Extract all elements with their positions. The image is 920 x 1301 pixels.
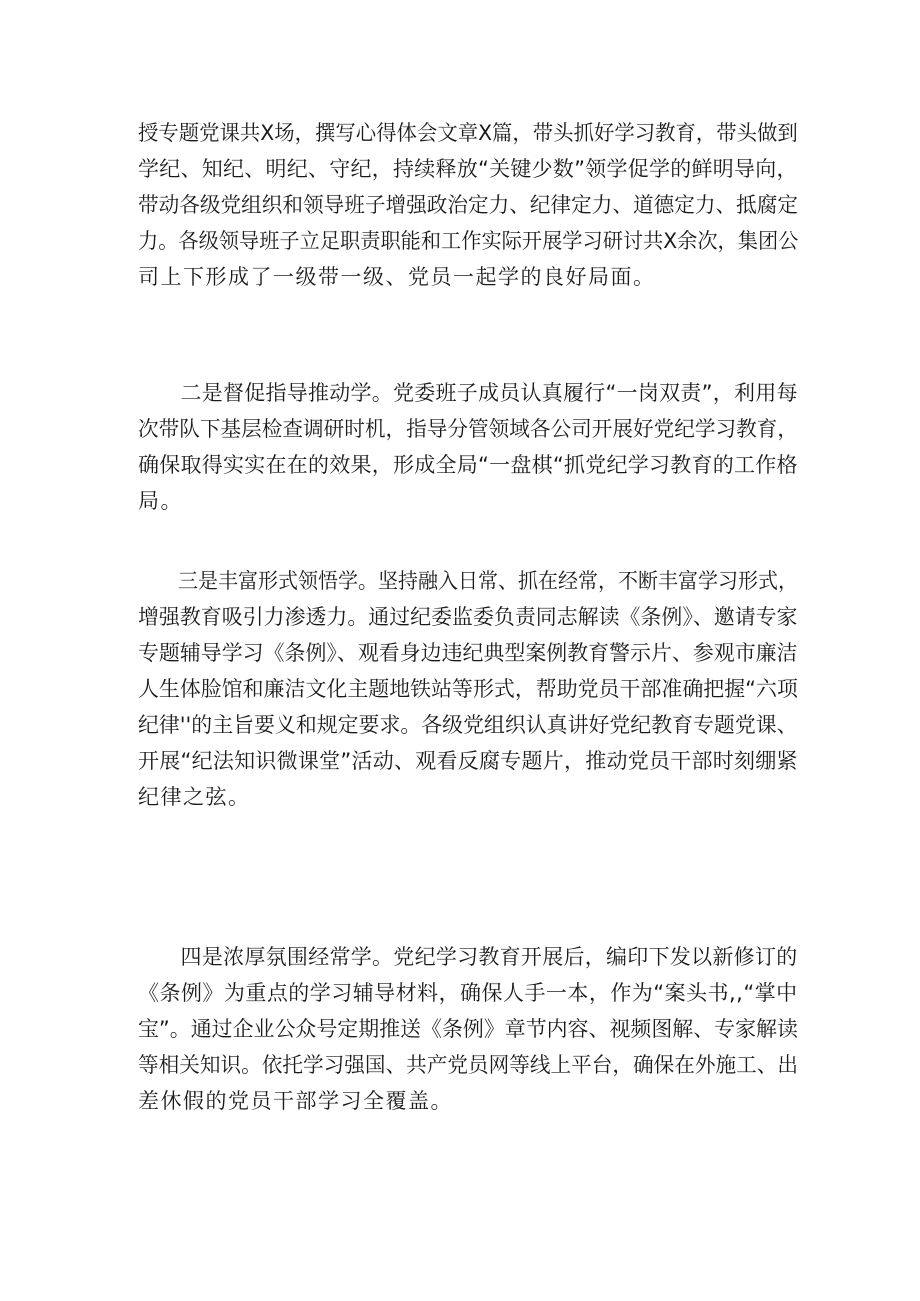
paragraph-line: 等相关知识。依托学习强国、共产党员网等线上平台，确保在外施工、出 [138, 1053, 798, 1077]
paragraph-line: 宝”。通过企业公众号定期推送《条例》章节内容、视频图解、专家解读 [138, 1017, 798, 1041]
paragraph-line: 《条例》为重点的学习辅导材料，确保人手一本，作为“案头书,,“掌中 [138, 981, 798, 1005]
paragraph-line: 确保取得实实在在的效果，形成全局“一盘棋“抓党纪学习教育的工作格 [138, 453, 798, 477]
paragraph-line: 差休假的党员干部学习全覆盖。 [138, 1089, 453, 1113]
paragraph-enrich-forms [138, 563, 798, 815]
paragraph-supervise-guide [138, 375, 798, 519]
paragraph-line: 增强教育吸引力渗透力。通过纪委监委负责同志解读《条例》、邀请专家 [138, 605, 798, 629]
paragraph-line: 学纪、知纪、明纪、守纪，持续释放“关键少数”领学促学的鲜明导向， [138, 157, 798, 181]
paragraph-line: 带动各级党组织和领导班子增强政治定力、纪律定力、道德定力、抵腐定 [138, 193, 798, 217]
paragraph-line: 开展“纪法知识微课堂”活动、观看反腐专题片，推动党员干部时刻绷紧 [138, 749, 798, 773]
paragraph-line: 力。各级领导班子立足职责职能和工作实际开展学习研讨共X余次，集团公 [138, 229, 799, 253]
paragraph-line: 次带队下基层检查调研时机，指导分管领域各公司开展好党纪学习教育， [138, 417, 798, 441]
paragraph-line: 四是浓厚氛围经常学。党纪学习教育开展后，编印下发以新修订的 [138, 945, 798, 969]
paragraph-line: 人生体脸馆和廉洁文化主题地铁站等形式，帮助党员干部准确把握“六项 [138, 677, 798, 701]
paragraph-line: 纪律之弦。 [138, 785, 251, 809]
paragraph-line: 二是督促指导推动学。党委班子成员认真履行“一岗双责”，利用每 [138, 381, 798, 405]
paragraph-leadership-study [138, 115, 798, 295]
paragraph-line: 司上下形成了一级带一级、党员一起学的良好局面。 [138, 265, 656, 289]
paragraph-line: 局。 [138, 489, 183, 513]
paragraph-line: 纪律''的主旨要义和规定要求。各级党组织认真讲好党纪教育专题党课、 [138, 713, 798, 737]
paragraph-line: 专题辅导学习《条例》、观看身边违纪典型案例教育警示片、参观市廉洁 [138, 641, 798, 665]
paragraph-line: 三是丰富形式领悟学。坚持融入日常、抓在经常，不断丰富学习形式， [138, 569, 798, 593]
paragraph-line: 授专题党课共X场，撰写心得体会文章X篇，带头抓好学习教育，带头做到 [138, 121, 798, 145]
paragraph-atmosphere [138, 939, 798, 1119]
